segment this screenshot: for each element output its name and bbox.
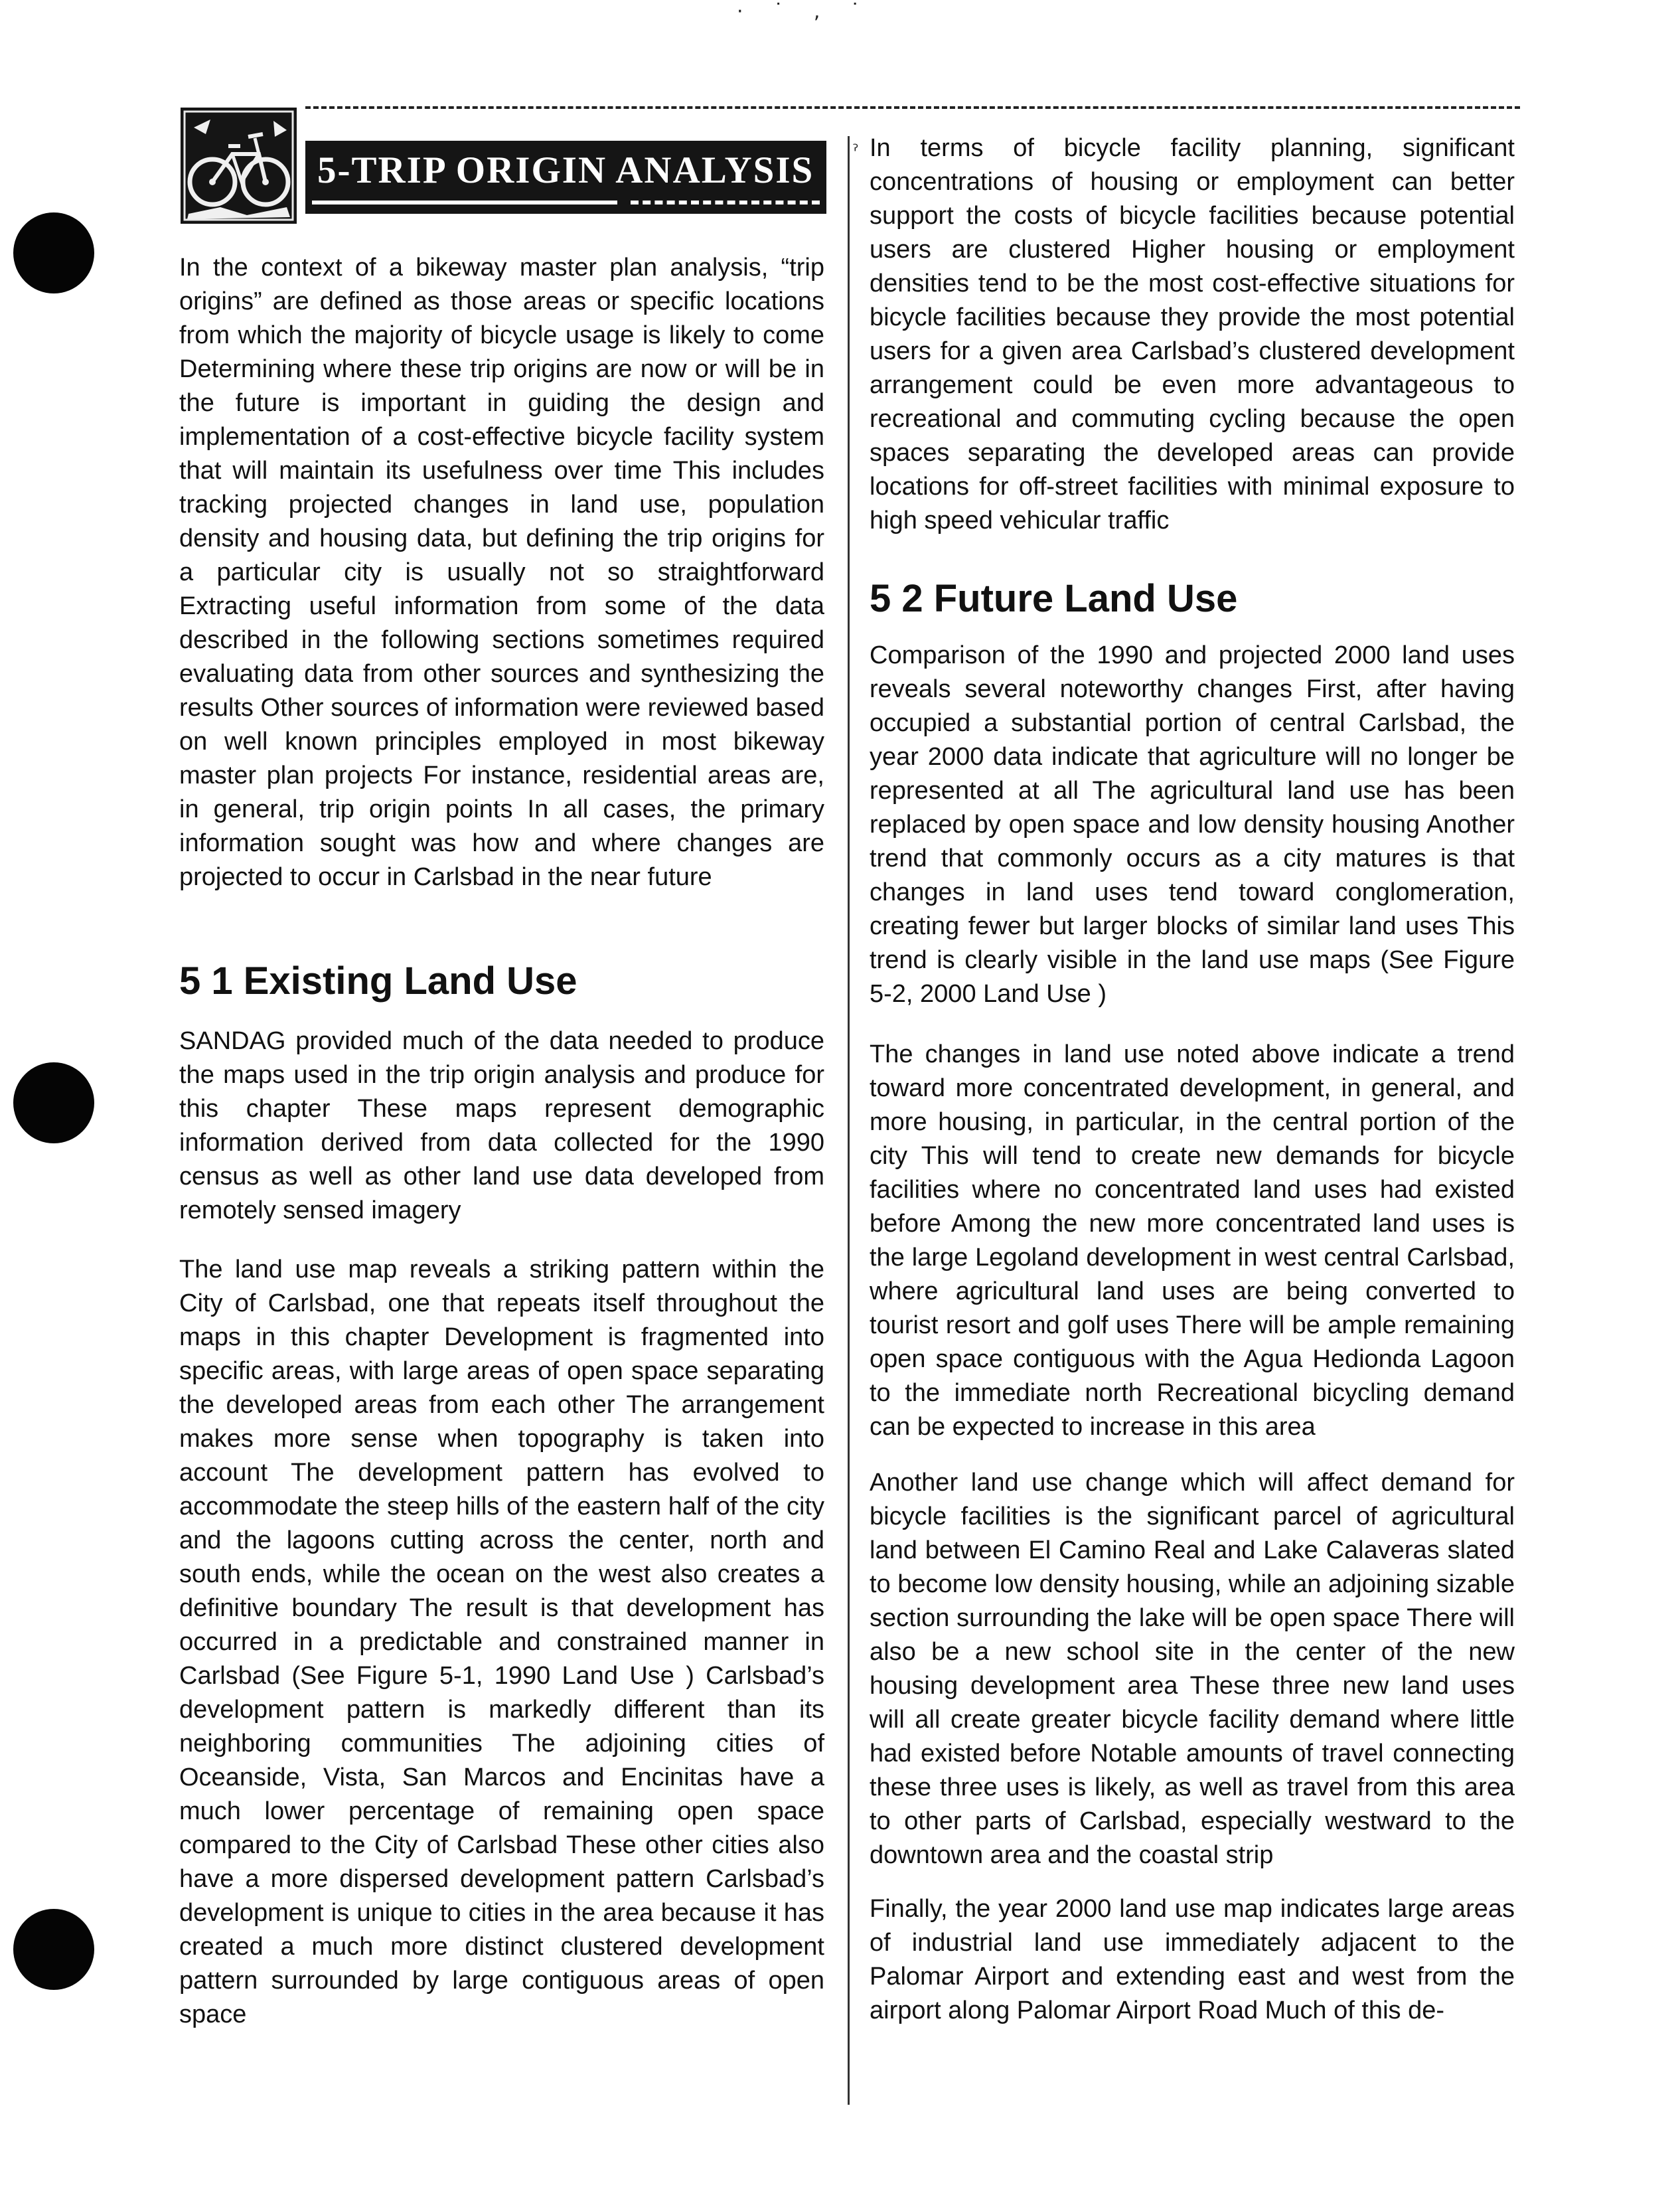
header-underline: [312, 201, 617, 205]
continuation-paragraph: In terms of bicycle facility planning, significant concentrations of housing or employment can better support the costs of bicycle facilities because potential users are clustered Higher housing or employment densities tend to be the most cost-effective situations for bicycle facilities because they provide the most potential users for a given area Carlsbad’s clustered development arrangement could be even more advantageous to recreational and commuting cycling because the open spaces separating the developed areas can provide locations for off-street facilities with minimal exposure to high speed vehicular traffic: [870, 134, 1515, 534]
existing-land-use-paragraph-1: SANDAG provided much of the data needed to produce the maps used in the trip origin analysis and produce for this chapter These maps represent demographic information derived from data collected for the 1990 census as well as other land use data developed from remotely sensed imagery: [179, 1027, 824, 1224]
future-land-use-paragraph-2: The changes in land use noted above indicate a trend toward more concentrated development, in general, and more housing, in particular, in the central portion of the city This will tend to create new demands for bicycle facilities where no concentrated land uses had existed before Among the new more concentrated land uses is the large Legoland development in west central Carlsbad, where agricultural land uses are being converted to tourist resort and golf uses There will be ample remaining open space contiguous with the Agua Hedionda Lagoon to the immediate north Recreational bicycling demand can be expected to increase in this area: [870, 1040, 1515, 1441]
bicycle-icon: [181, 108, 297, 224]
stray-mark: ˀ: [852, 141, 859, 161]
section-heading-existing-land-use: 5 1 Existing Land Use: [179, 959, 577, 1003]
future-land-use-paragraph-3: Another land use change which will affect demand for bicycle facilities is the significant parcel of agricultural land between El Camino Real and Lake Calaveras slated to become low density housing, while an adjoining sizable section surrounding the lake will be open space There will also be a new school site in the center of the new housing development area These three new land uses will all create greater bicycle facility demand where little had existed before Notable amounts of travel connecting these three uses is likely, as well as travel from this area to other parts of Carlsbad, especially westward to the downtown area and the coastal strip: [870, 1469, 1515, 1869]
header-dashed-underline: [631, 201, 820, 205]
binder-hole-top: [13, 212, 94, 293]
page-title: 5-TRIP ORIGIN ANALYSIS: [317, 149, 814, 191]
scan-marks: · ˙ ‚ ˙: [737, 0, 872, 23]
intro-paragraph: In the context of a bikeway master plan analysis, “trip origins” are defined as those areas or specific locations from which the majority of bicycle usage is likely to come Determining where these trip origins are now or will be in the future is important in guiding the design and implementation of a cost-effective bicycle facility system that will maintain its usefulness over time This includes tracking projected changes in land use, population density and housing data, but defining the trip origins for a particular city is usually not so straightforward Extracting useful information from some of the data described in the following sections sometimes required evaluating data from other sources and synthesizing the results Other sources of information were reviewed based on well known principles employed in most bikeway master plan projects For instance, residential areas are, in general, trip origin points In all cases, the primary information sought was how and where changes are projected to occur in Carlsbad in the near future: [179, 254, 824, 891]
top-dashed-rule: [305, 106, 1520, 109]
existing-land-use-paragraph-2: The land use map reveals a striking pattern within the City of Carlsbad, one that repeats itself throughout the maps in this chapter Development is fragmented into specific areas, with large areas of open space separating the developed areas from each other The arrangement makes more sense when topography is taken into account The development pattern has evolved to accommodate the steep hills of the eastern half of the city and the lagoons cutting across the center, north and south ends, while the ocean on the west also creates a definitive boundary The result is that development has occurred in a predictable and constrained manner in Carlsbad (See Figure 5-1, 1990 Land Use ) Carlsbad’s development pattern is markedly different than its neighboring communities The adjoining cities of Oceanside, Vista, San Marcos and Encinitas have a much lower percentage of remaining open space compared to the City of Carlsbad These other cities also have a more dispersed development pattern Carlsbad’s development is unique to cities in the area because it has created a much more distinct clustered development pattern surrounded by large contiguous areas of open space: [179, 1256, 824, 2028]
binder-hole-middle: [13, 1062, 94, 1143]
future-land-use-paragraph-4: Finally, the year 2000 land use map indicates large areas of industrial land use immediately adjacent to the Palomar Airport and extending east and west from the airport along Palomar Airport Road Much of this de-: [870, 1895, 1515, 2024]
column-divider: [848, 136, 850, 2105]
binder-hole-bottom: [13, 1909, 94, 1990]
section-heading-future-land-use: 5 2 Future Land Use: [870, 577, 1238, 620]
future-land-use-paragraph-1: Comparison of the 1990 and projected 2000 land uses reveals several noteworthy changes First, after having occupied a substantial portion of central Carlsbad, the year 2000 data indicate that agriculture will no longer be represented at all The agricultural land use has been replaced by open space and low density housing Another trend that commonly occurs as a city matures is that changes in land uses tend toward conglomeration, creating fewer but larger blocks of similar land uses This trend is clearly visible in the land use maps (See Figure 5-2, 2000 Land Use ): [870, 641, 1515, 1008]
